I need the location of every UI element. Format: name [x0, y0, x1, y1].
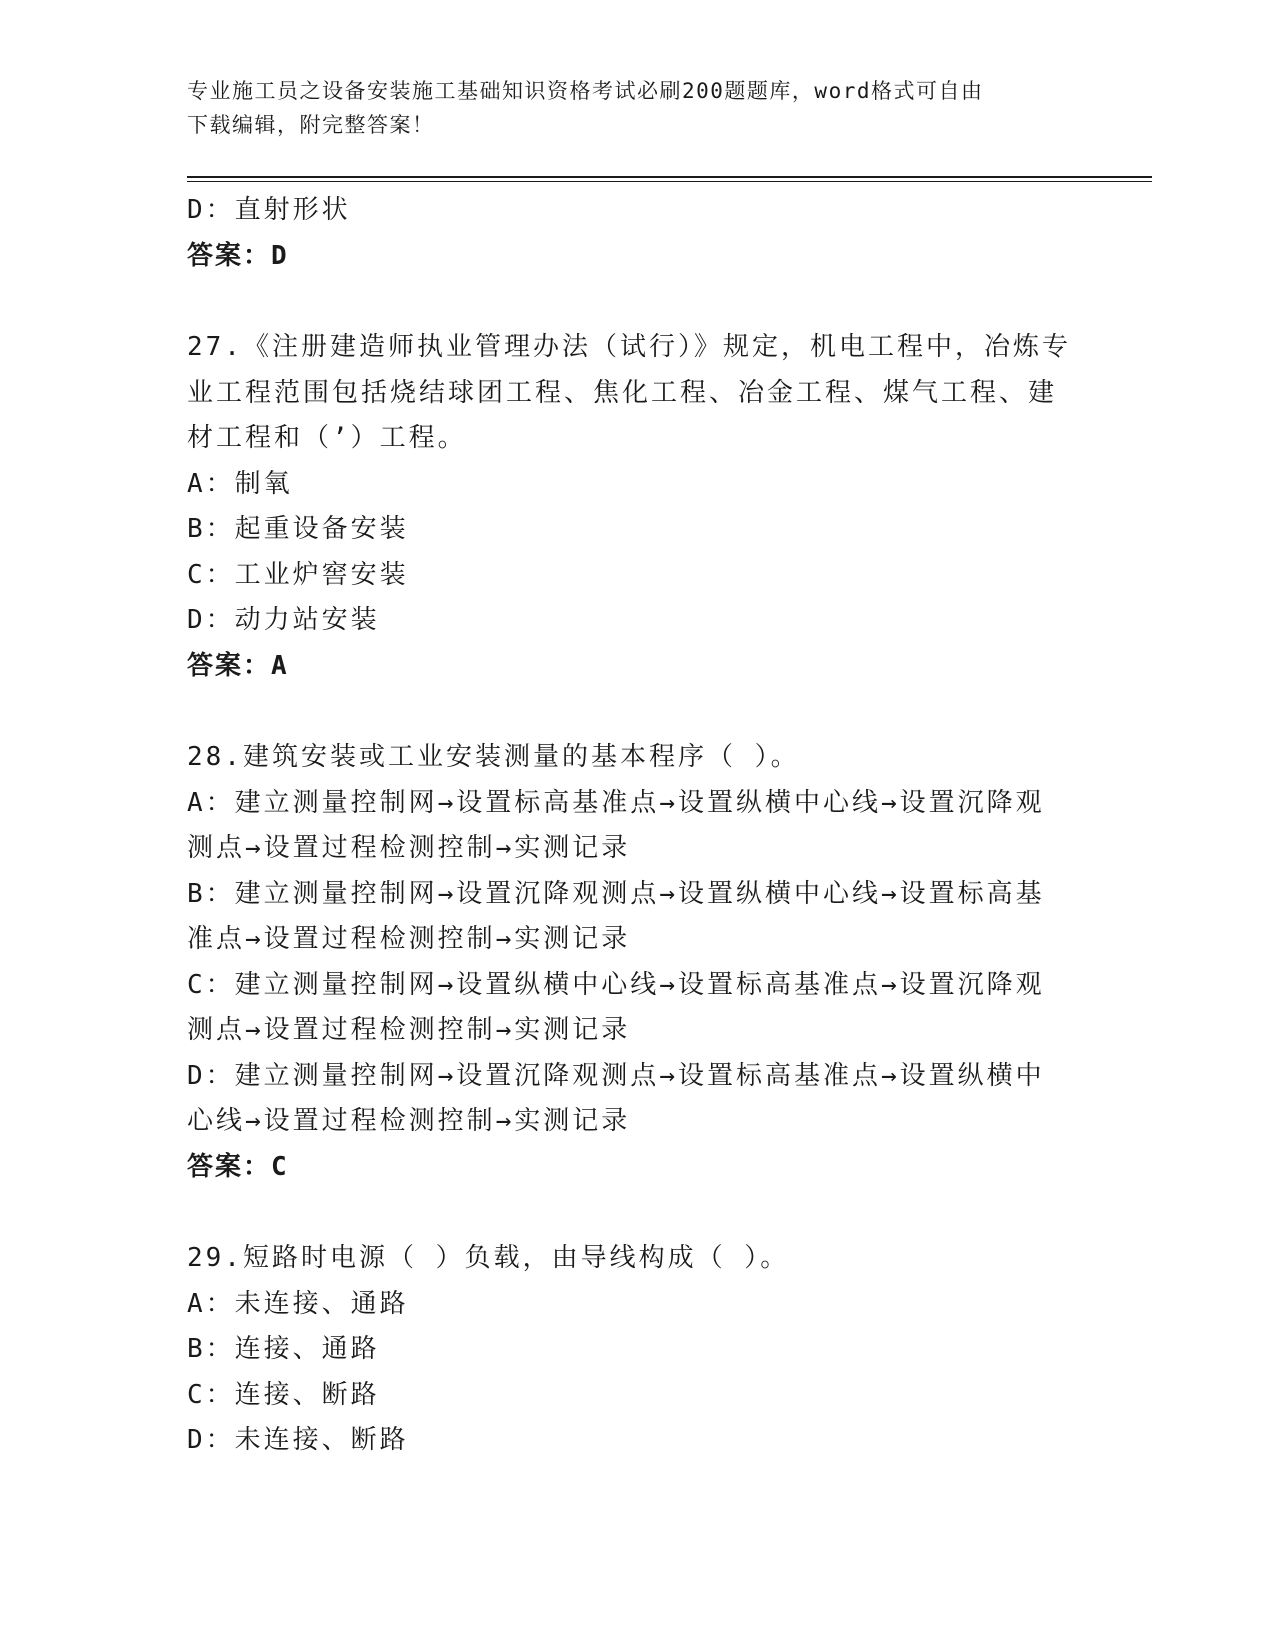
option-c: C：工业炉窖安装: [187, 559, 409, 590]
spacer: [187, 689, 1087, 735]
question-text-line: 29.短路时电源（ ）负载，由导线构成（ ）。: [187, 1243, 790, 1273]
question-content: [187, 188, 1087, 1464]
question-text-line: 27.《注册建造师执业管理办法（试行）》规定，机电工程中，冶炼专: [187, 332, 1071, 362]
answer-prev: 答案：D: [187, 240, 289, 271]
header-rule-thin: [187, 181, 1152, 182]
document-header: [187, 74, 1067, 142]
option-b: B：起重设备安装: [187, 514, 409, 544]
header-line-1: 专业施工员之设备安装施工基础知识资格考试必刷200题题库，word格式可自由: [187, 79, 984, 103]
question-text-line: 业工程范围包括烧结球团工程、焦化工程、冶金工程、煤气工程、建: [187, 377, 1058, 408]
option-d-prev: D：直射形状: [187, 195, 351, 225]
header-line-2: 下载编辑，附完整答案！: [187, 113, 435, 137]
option-a: A：制氧: [187, 468, 293, 499]
option-d-line-2: 心线→设置过程检测控制→实测记录: [187, 1106, 631, 1136]
answer: 答案：A: [187, 650, 289, 681]
option-b-line-1: B：建立测量控制网→设置沉降观测点→设置纵横中心线→设置标高基: [187, 878, 1045, 909]
question-29: [187, 1236, 1087, 1464]
option-d-line-1: D：建立测量控制网→设置沉降观测点→设置标高基准点→设置纵横中: [187, 1060, 1045, 1091]
option-a-line-2: 测点→设置过程检测控制→实测记录: [187, 833, 631, 863]
question-text-line: 材工程和（’）工程。: [187, 423, 467, 453]
option-b-line-2: 准点→设置过程检测控制→实测记录: [187, 924, 631, 954]
option-b: B：连接、通路: [187, 1334, 380, 1364]
option-a-line-1: A：建立测量控制网→设置标高基准点→设置纵横中心线→设置沉降观: [187, 787, 1045, 818]
option-c: C：连接、断路: [187, 1379, 380, 1410]
header-rule-thick: [187, 176, 1152, 178]
spacer: [187, 279, 1087, 325]
spacer: [187, 1190, 1087, 1236]
option-d: D：未连接、断路: [187, 1425, 409, 1455]
answer: 答案：C: [187, 1151, 289, 1182]
option-c-line-2: 测点→设置过程检测控制→实测记录: [187, 1015, 631, 1045]
question-text-line: 28.建筑安装或工业安装测量的基本程序（ ）。: [187, 742, 800, 772]
option-c-line-1: C：建立测量控制网→设置纵横中心线→设置标高基准点→设置沉降观: [187, 969, 1045, 1000]
question-28: [187, 735, 1087, 1190]
option-a: A：未连接、通路: [187, 1288, 409, 1319]
question-27: [187, 325, 1087, 689]
option-d: D：动力站安装: [187, 605, 380, 635]
